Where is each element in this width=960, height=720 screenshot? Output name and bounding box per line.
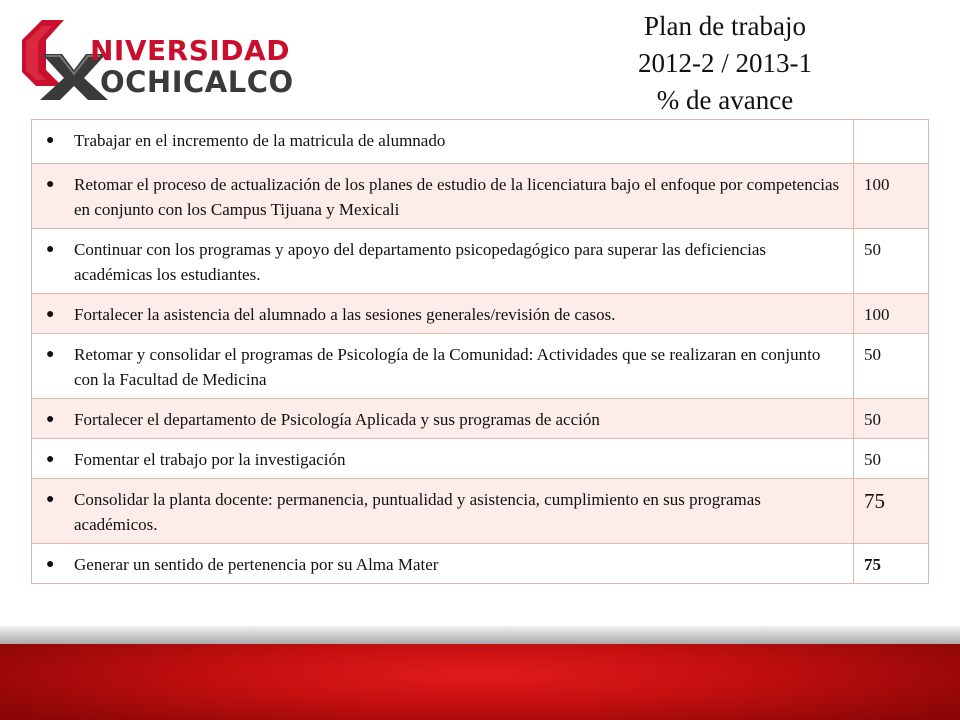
progress-cell: 50	[854, 334, 929, 399]
task-cell	[32, 439, 854, 479]
table-row	[32, 229, 929, 294]
task-cell	[32, 544, 854, 584]
task-cell	[32, 164, 854, 229]
progress-cell: 75	[854, 479, 929, 544]
page-title	[560, 8, 890, 119]
table-row	[32, 439, 929, 479]
table-row	[32, 334, 929, 399]
progress-cell: 50	[854, 399, 929, 439]
bullet-icon: ●	[46, 242, 55, 257]
footer-gray-band	[0, 626, 960, 644]
progress-cell: 50	[854, 439, 929, 479]
task-text: Fortalecer el departamento de Psicología Aplicada y sus programas de acción	[74, 410, 600, 429]
bullet-icon: ●	[46, 347, 55, 362]
task-cell	[32, 399, 854, 439]
title-line-2: 2012-2 / 2013-1	[638, 48, 812, 78]
task-text: Retomar el proceso de actualización de los planes de estudio de la licenciatura bajo el enfoque por competencias en conjunto con los Campus Tijuana y Mexicali	[74, 175, 840, 219]
title-line-3: % de avance	[656, 85, 794, 115]
title-line-1: Plan de trabajo	[644, 11, 806, 41]
task-cell	[32, 479, 854, 544]
progress-cell: 100	[854, 164, 929, 229]
bullet-icon: ●	[46, 452, 55, 467]
bullet-icon: ●	[46, 557, 55, 572]
logo-text-line1: NIVERSIDAD	[90, 34, 290, 67]
bullet-icon: ●	[46, 492, 55, 507]
logo-text-line2: OCHICALCO	[100, 65, 294, 99]
task-text: Consolidar la planta docente: permanencia, puntualidad y asistencia, cumplimiento en sus programas académicos.	[74, 490, 761, 534]
footer-red-band	[0, 644, 960, 720]
bullet-icon: ●	[46, 177, 55, 192]
university-logo	[16, 14, 294, 100]
task-text: Trabajar en el incremento de la matricula de alumnado	[74, 131, 446, 150]
progress-cell	[854, 120, 929, 164]
task-cell	[32, 229, 854, 294]
bullet-icon: ●	[46, 307, 55, 322]
task-text: Fomentar el trabajo por la investigación	[74, 450, 346, 469]
task-text: Fortalecer la asistencia del alumnado a las sesiones generales/revisión de casos.	[74, 305, 616, 324]
task-text: Continuar con los programas y apoyo del departamento psicopedagógico para superar las deficiencias académicas los estudiantes.	[74, 240, 767, 284]
task-cell	[32, 120, 854, 164]
table-row	[32, 399, 929, 439]
task-cell	[32, 334, 854, 399]
bullet-icon: ●	[46, 412, 55, 427]
task-cell	[32, 294, 854, 334]
work-plan-table	[31, 119, 929, 584]
task-text: Generar un sentido de pertenencia por su Alma Mater	[74, 555, 439, 574]
progress-cell: 100	[854, 294, 929, 334]
progress-cell: 75	[854, 544, 929, 584]
table-row	[32, 120, 929, 164]
progress-cell: 50	[854, 229, 929, 294]
table-row	[32, 544, 929, 584]
table-row	[32, 479, 929, 544]
table-row	[32, 294, 929, 334]
task-text: Retomar y consolidar el programas de Psicología de la Comunidad: Actividades que se realizaran en conjunto con la Facultad de Medicina	[74, 345, 821, 389]
table-row	[32, 164, 929, 229]
bullet-icon: ●	[46, 133, 55, 148]
